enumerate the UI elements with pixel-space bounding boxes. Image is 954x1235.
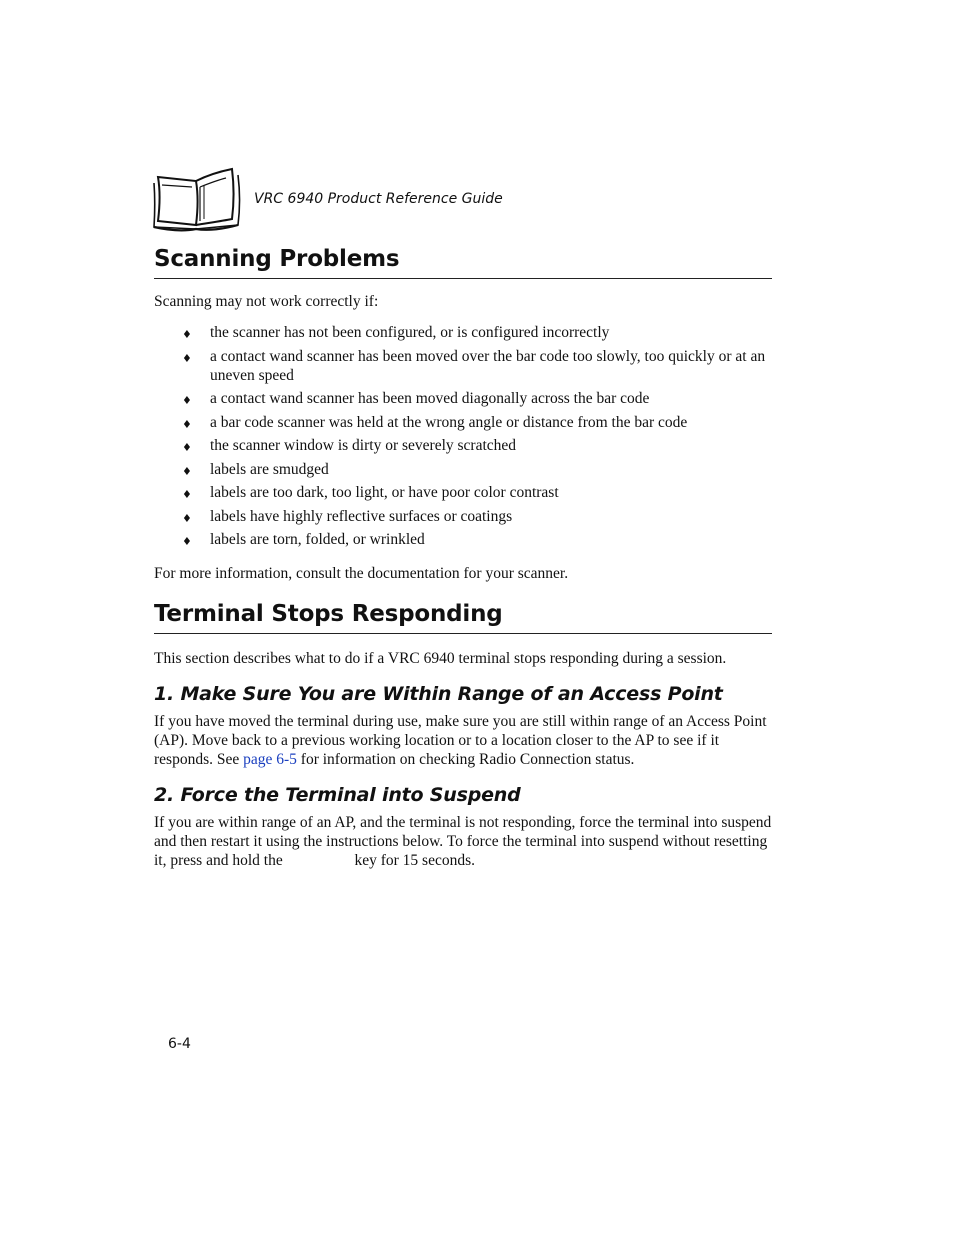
diamond-bullet-icon: ♦ bbox=[182, 488, 192, 501]
diamond-bullet-icon: ♦ bbox=[182, 441, 192, 454]
diamond-bullet-icon: ♦ bbox=[182, 464, 192, 478]
diamond-bullet-icon: ♦ bbox=[182, 511, 192, 525]
page-number: 6-4 bbox=[168, 1036, 191, 1052]
diamond-bullet-icon: ♦ bbox=[182, 394, 192, 407]
scanning-intro: Scanning may not work correctly if: bbox=[154, 293, 379, 310]
section-title-scanning-problems: Scanning Problems bbox=[154, 244, 772, 279]
open-book-icon bbox=[152, 165, 248, 233]
step2-heading: 2. Force the Terminal into Suspend bbox=[154, 784, 521, 806]
step2-body: If you are within range of an AP, and the terminal is not responding, force the terminal into suspend and then restart it using the instructions below. To force the terminal into suspend without resetting it, press and hold the key for 15 seconds. bbox=[154, 814, 772, 869]
page-content bbox=[154, 244, 772, 870]
list-item: ♦ a contact wand scanner has been moved diagonally across the bar code bbox=[210, 389, 772, 408]
diamond-bullet-icon: ♦ bbox=[182, 535, 192, 548]
step1-body: If you have moved the terminal during use, make sure you are still within range of an Access Point (AP). Move back to a previous working location or to a location closer to the AP to see if it responds. See page 6-5 for information on checking Radio Connection status. bbox=[154, 713, 767, 768]
list-item: ♦ labels have highly reflective surfaces or coatings bbox=[210, 507, 772, 526]
list-item: ♦ labels are torn, folded, or wrinkled bbox=[210, 530, 772, 549]
scanning-more-info: For more information, consult the documentation for your scanner. bbox=[154, 565, 569, 582]
section-title-terminal-stops-responding: Terminal Stops Responding bbox=[154, 599, 772, 634]
list-item: ♦ a contact wand scanner has been moved over the bar code too slowly, too quickly or at an uneven speed bbox=[182, 347, 766, 384]
list-item: ♦ the scanner window is dirty or severely scratched bbox=[210, 436, 772, 455]
step1-heading: 1. Make Sure You are Within Range of an Access Point bbox=[154, 683, 723, 705]
diamond-bullet-icon: ♦ bbox=[182, 328, 192, 341]
diamond-bullet-icon: ♦ bbox=[182, 351, 192, 365]
page-6-5-link[interactable]: page 6-5 bbox=[243, 751, 297, 768]
terminal-description: This section describes what to do if a VRC 6940 terminal stops responding during a session. bbox=[154, 650, 727, 667]
list-item: ♦ a bar code scanner was held at the wrong angle or distance from the bar code bbox=[210, 413, 772, 432]
diamond-bullet-icon: ♦ bbox=[182, 417, 192, 431]
running-header-title: VRC 6940 Product Reference Guide bbox=[254, 191, 503, 207]
list-item: ♦ labels are too dark, too light, or have poor color contrast bbox=[210, 483, 772, 502]
list-item: ♦ the scanner has not been configured, or is configured incorrectly bbox=[210, 323, 772, 342]
scanning-problem-list bbox=[154, 323, 772, 549]
list-item: ♦ labels are smudged bbox=[210, 460, 772, 479]
